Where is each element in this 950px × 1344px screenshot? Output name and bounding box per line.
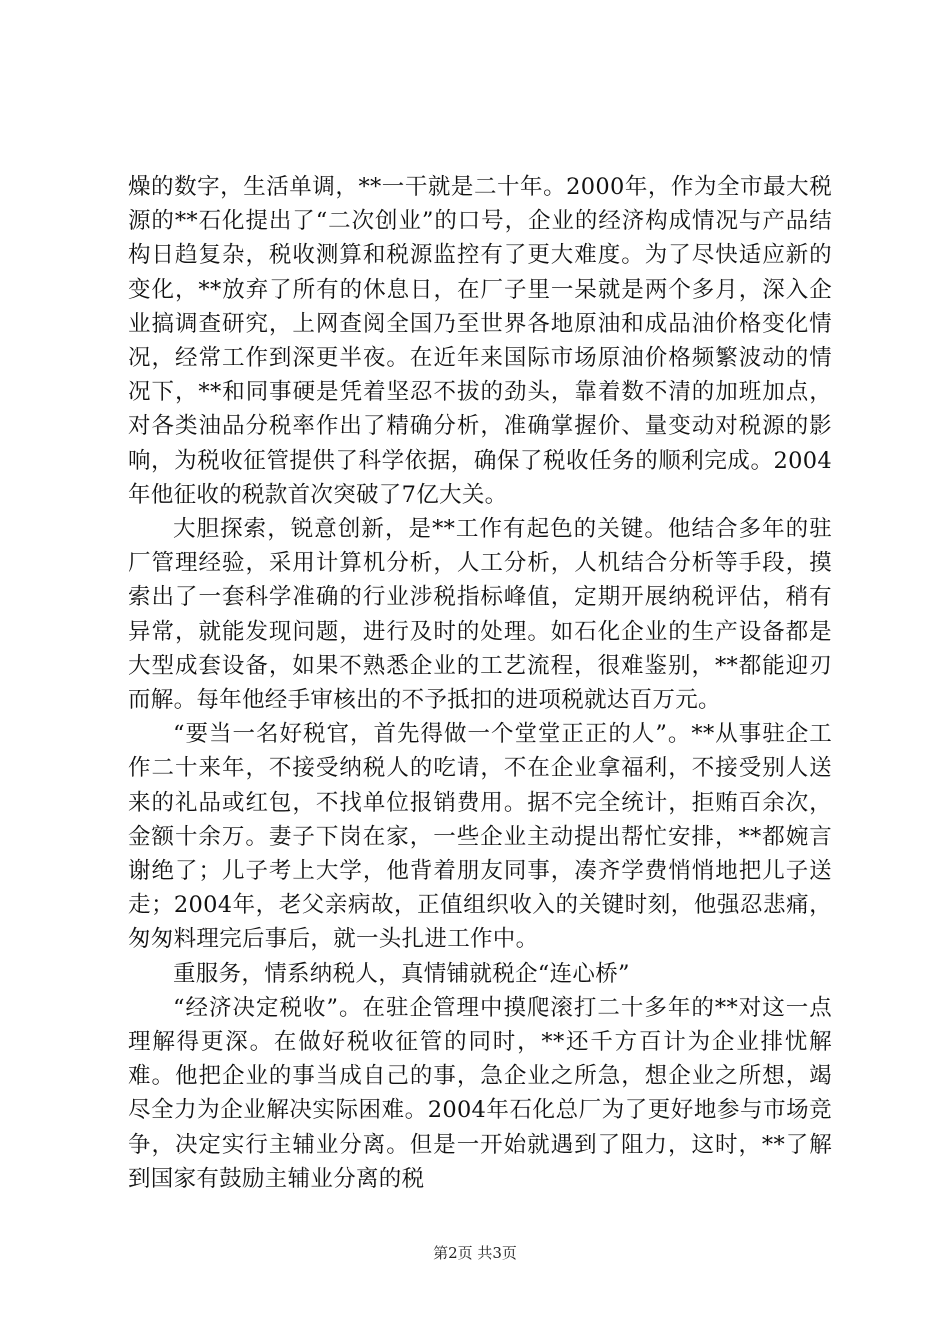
paragraph-3: “要当一名好税官，首先得做一个堂堂正正的人”。**从事驻企工作二十来年，不接受纳税人的吃请，不在企业拿福利，不接受别人送来的礼品或红包，不找单位报销费用。据不完全统计，拒贿百余次，金额十余万。妻子下岗在家，一些企业主动提出帮忙安排，**都婉言谢绝了；儿子考上大学，他背着朋友同事，凑齐学费悄悄地把儿子送走；2004年，老父亲病故，正值组织收入的关键时刻，他强忍悲痛，匆匆料理完后事后，就一头扎进工作中。 <box>128 721 832 953</box>
section-heading: 重服务，情系纳税人，真情铺就税企“连心桥” <box>173 960 630 987</box>
page-footer <box>0 1243 950 1263</box>
document-body <box>128 170 832 1196</box>
page-number: 第2页 共3页 <box>433 1244 517 1262</box>
paragraph-1: 燥的数字，生活单调，**一干就是二十年。2000年，作为全市最大税源的**石化提出了“二次创业”的口号，企业的经济构成情况与产品结构日趋复杂，税收测算和税源监控有了更大难度。为了尽快适应新的变化，**放弃了所有的休息日，在厂子里一呆就是两个多月，深入企业搞调查研究，上网查阅全国乃至世界各地原油和成品油价格变化情况，经常工作到深更半夜。在近年来国际市场原油价格频繁波动的情况下，**和同事硬是凭着坚忍不拔的劲头，靠着数不清的加班加点，对各类油品分税率作出了精确分析，准确掌握价、量变动对税源的影响，为税收征管提供了科学依据，确保了税收任务的顺利完成。2004年他征收的税款首次突破了7亿大关。 <box>128 174 832 508</box>
paragraph-5: “经济决定税收”。在驻企管理中摸爬滚打二十多年的**对这一点理解得更深。在做好税收征管的同时，**还千方百计为企业排忧解难。他把企业的事当成自己的事，急企业之所急，想企业之所想，竭尽全力为企业解决实际困难。2004年石化总厂为了更好地参与市场竞争，决定实行主辅业分离。但是一开始就遇到了阻力，这时，**了解到国家有鼓励主辅业分离的税 <box>128 994 832 1192</box>
paragraph-2: 大胆探索，锐意创新，是**工作有起色的关键。他结合多年的驻厂管理经验，采用计算机分析，人工分析，人机结合分析等手段，摸索出了一套科学准确的行业涉税指标峰值，定期开展纳税评估，稍有异常，就能发现问题，进行及时的处理。如石化企业的生产设备都是大型成套设备，如果不熟悉企业的工艺流程，很难鉴别，**都能迎刃而解。每年他经手审核出的不予抵扣的进项税就达百万元。 <box>128 516 832 714</box>
